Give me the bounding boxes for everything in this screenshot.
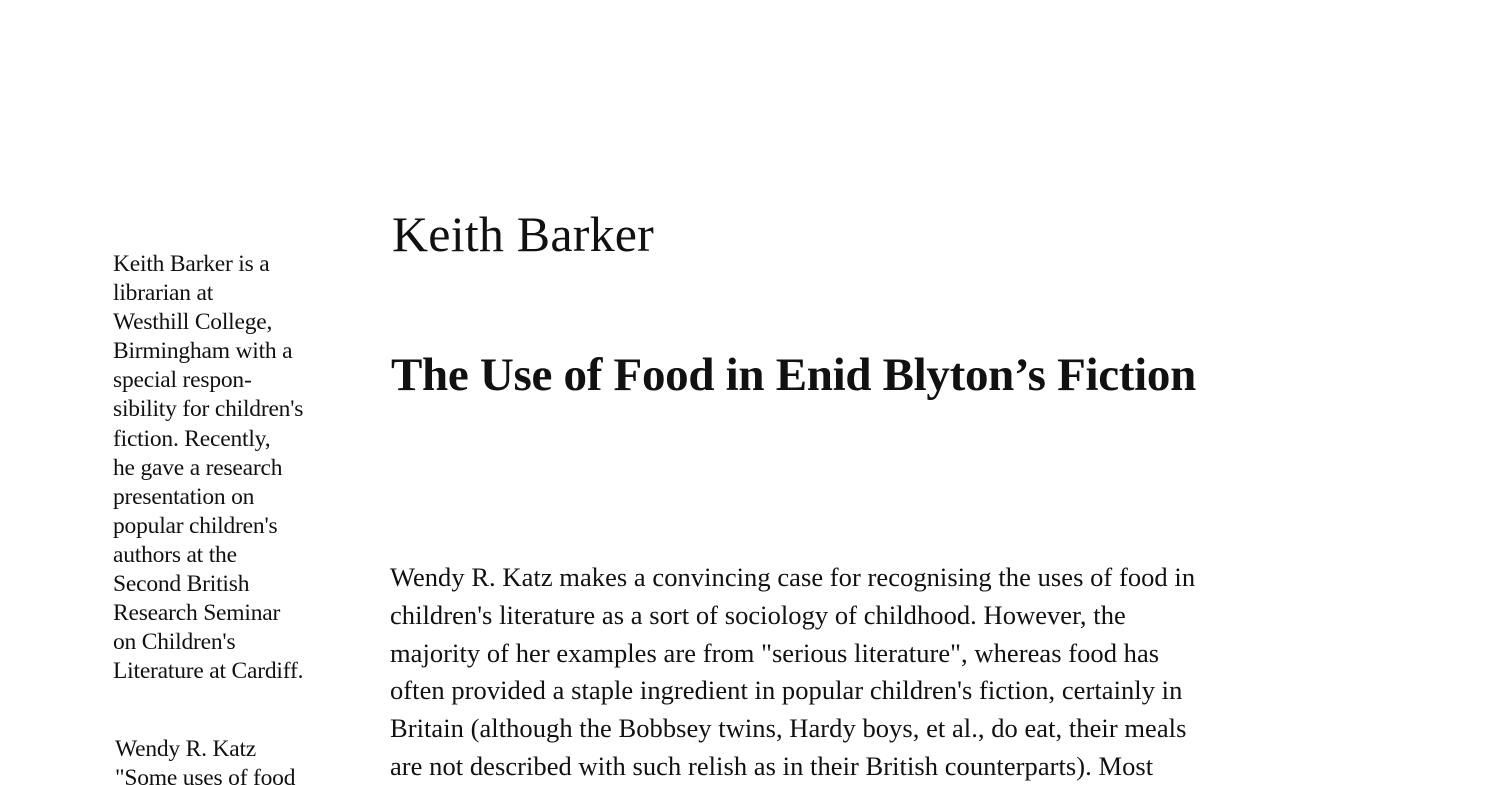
bio-line: special respon- — [113, 367, 252, 394]
article-author: Keith Barker — [392, 206, 655, 262]
bio-line: Birmingham with a — [113, 338, 293, 365]
reference-line: "Some uses of food — [115, 765, 296, 785]
bio-line: Keith Barker is a — [113, 251, 270, 277]
body-line: majority of her examples are from "serious literature", whereas food has — [390, 637, 1160, 668]
article-body — [390, 559, 1390, 785]
bio-line: popular children's — [113, 512, 278, 539]
bio-line: on Children's — [113, 629, 236, 656]
author-bio-sidebar — [113, 250, 363, 686]
article-title: The Use of Food in Enid Blyton’s Fiction — [391, 349, 1196, 401]
bio-line: he gave a research — [113, 454, 283, 481]
body-line: Britain (although the Bobbsey twins, Hardy boys, et al., do eat, their meals — [390, 713, 1187, 744]
body-line: are not described with such relish as in their British counterparts). Most — [390, 750, 1154, 781]
bio-line: authors at the — [113, 541, 237, 568]
body-line: children's literature as a sort of sociology of childhood. However, the — [390, 599, 1126, 630]
bio-line: sibility for children's — [113, 396, 304, 423]
bio-line: Westhill College, — [113, 309, 273, 336]
bio-line: Research Seminar — [113, 600, 281, 627]
body-line: Wendy R. Katz makes a convincing case for recognising the uses of food in — [390, 562, 1196, 592]
bio-line: fiction. Recently, — [113, 425, 271, 452]
reference-sidebar-note — [115, 735, 365, 785]
bio-line: librarian at — [113, 280, 214, 307]
body-line: often provided a staple ingredient in popular children's fiction, certainly in — [390, 675, 1183, 706]
reference-line: Wendy R. Katz — [115, 736, 257, 762]
bio-line: presentation on — [113, 483, 255, 510]
bio-line: Second British — [113, 571, 250, 598]
bio-line: Literature at Cardiff. — [113, 658, 304, 685]
